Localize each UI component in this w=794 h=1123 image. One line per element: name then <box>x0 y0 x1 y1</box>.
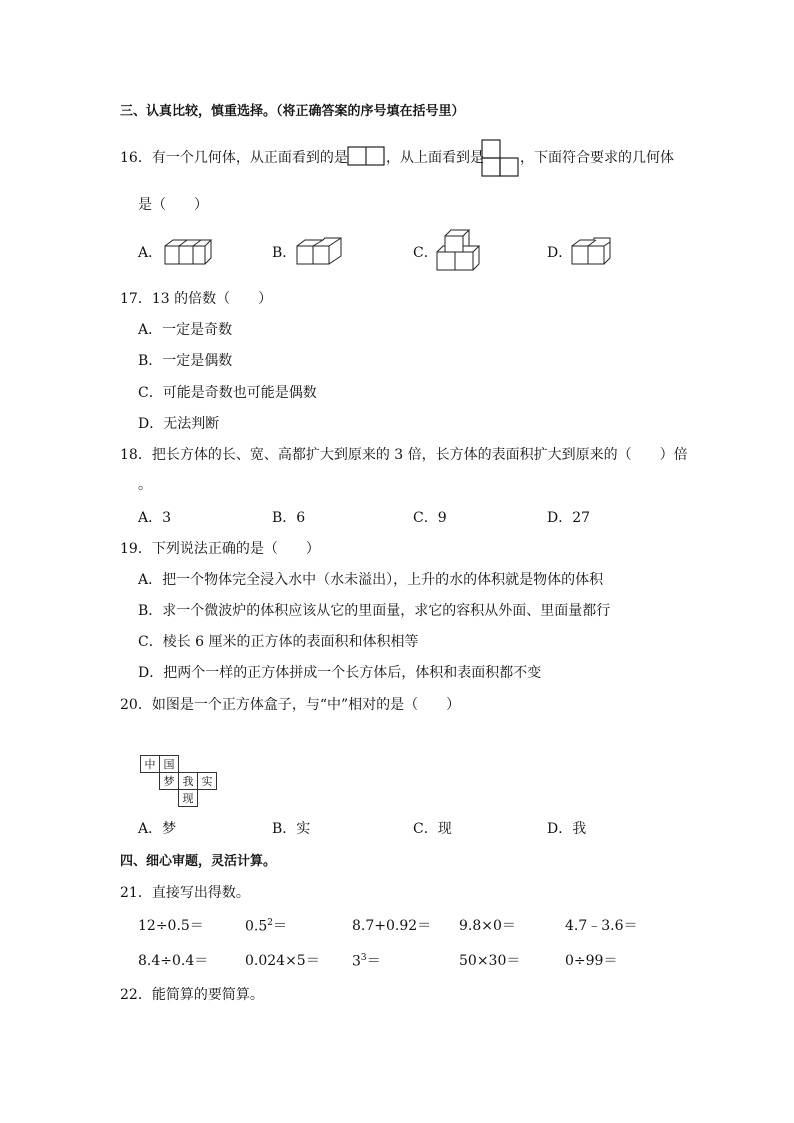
q18-continuation: 。 <box>138 477 152 493</box>
q19-option-a[interactable]: A．把一个物体完全浸入水中（水未溢出），上升的水的体积就是物体的体积 <box>138 572 604 588</box>
q16-middle: ，从上面看到是 <box>386 150 484 166</box>
q19-option-d[interactable]: D．把两个一样的正方体拼成一个长方体后，体积和表面积都不变 <box>138 665 542 681</box>
calc-item: 9.8×0＝ <box>459 918 516 934</box>
q22-stem: 22．能简算的要简算。 <box>120 987 264 1003</box>
q16-option-d-label[interactable]: D． <box>547 245 573 261</box>
q18-stem: 18．把长方体的长、宽、高都扩大到原来的 3 倍，长方体的表面积扩大到原来的（ ）倍 <box>120 447 688 463</box>
cube-figure-c <box>435 228 487 274</box>
q17-option-b[interactable]: B．一定是偶数 <box>138 353 233 369</box>
q16-prefix: 16．有一个几何体，从正面看到的是 <box>120 150 348 166</box>
q18-option-b[interactable]: B．6 <box>272 510 306 526</box>
q19-stem: 19．下列说法正确的是（ ） <box>120 541 320 557</box>
net-cell: 我 <box>179 773 198 790</box>
q20-stem: 20．如图是一个正方体盒子，与“中”相对的是（ ） <box>120 697 461 713</box>
calc-item: 8.7+0.92＝ <box>352 918 432 934</box>
calc-item: 50×30＝ <box>459 953 521 969</box>
calc-item: $0.5^2=$ <box>245 918 287 935</box>
q19-option-c[interactable]: C．棱长 6 厘米的正方体的表面积和体积相等 <box>138 634 419 650</box>
q21-stem: 21．直接写出得数。 <box>120 885 250 901</box>
q17-option-d[interactable]: D．无法判断 <box>138 416 220 432</box>
q18-option-c[interactable]: C．9 <box>413 510 447 526</box>
q16-suffix: ，下面符合要求的几何体 <box>520 150 674 166</box>
top-view-figure <box>480 138 520 178</box>
calc-item: 12÷0.5＝ <box>138 918 204 934</box>
section-heading-3: 三、认真比较，慎重选择。（将正确答案的序号填在括号里） <box>120 104 465 119</box>
q20-option-a[interactable]: A．梦 <box>138 821 177 837</box>
net-cell: 现 <box>179 790 198 807</box>
q17-stem: 17．13 的倍数（ ） <box>120 291 273 307</box>
cube-figure-d <box>570 236 618 268</box>
q20-option-c[interactable]: C．现 <box>413 821 452 837</box>
q16-option-a-label[interactable]: A． <box>138 245 163 261</box>
net-cell: 梦 <box>160 773 179 790</box>
q18-option-a[interactable]: A．3 <box>138 510 172 526</box>
cube-figure-b <box>295 236 345 268</box>
front-view-figure <box>347 145 385 167</box>
q17-option-a[interactable]: A．一定是奇数 <box>138 322 233 338</box>
calc-item: $3^3=$ <box>352 953 381 970</box>
calc-item: 8.4÷0.4＝ <box>138 953 209 969</box>
net-cell: 实 <box>198 773 217 790</box>
q16-option-b-label[interactable]: B． <box>272 245 297 261</box>
q18-option-d[interactable]: D．27 <box>547 510 591 526</box>
calc-item: 0÷99＝ <box>565 953 618 969</box>
calc-item: 0.024×5＝ <box>245 953 320 969</box>
q20-option-b[interactable]: B．实 <box>272 821 311 837</box>
cube-net-figure <box>140 755 217 807</box>
q20-option-d[interactable]: D．我 <box>547 821 587 837</box>
section-heading-4: 四、细心审题，灵活计算。 <box>120 854 277 869</box>
q19-option-b[interactable]: B．求一个微波炉的体积应该从它的里面量，求它的容积从外面、里面量都行 <box>138 603 611 619</box>
calc-item: 4.7﹣3.6＝ <box>565 918 638 934</box>
net-cell: 中 <box>141 756 160 773</box>
q16-option-c-label[interactable]: C． <box>413 245 438 261</box>
net-cell: 国 <box>160 756 179 773</box>
q16-line2: 是（ ） <box>138 197 208 213</box>
q17-option-c[interactable]: C．可能是奇数也可能是偶数 <box>138 385 317 401</box>
cube-figure-a <box>163 236 213 268</box>
